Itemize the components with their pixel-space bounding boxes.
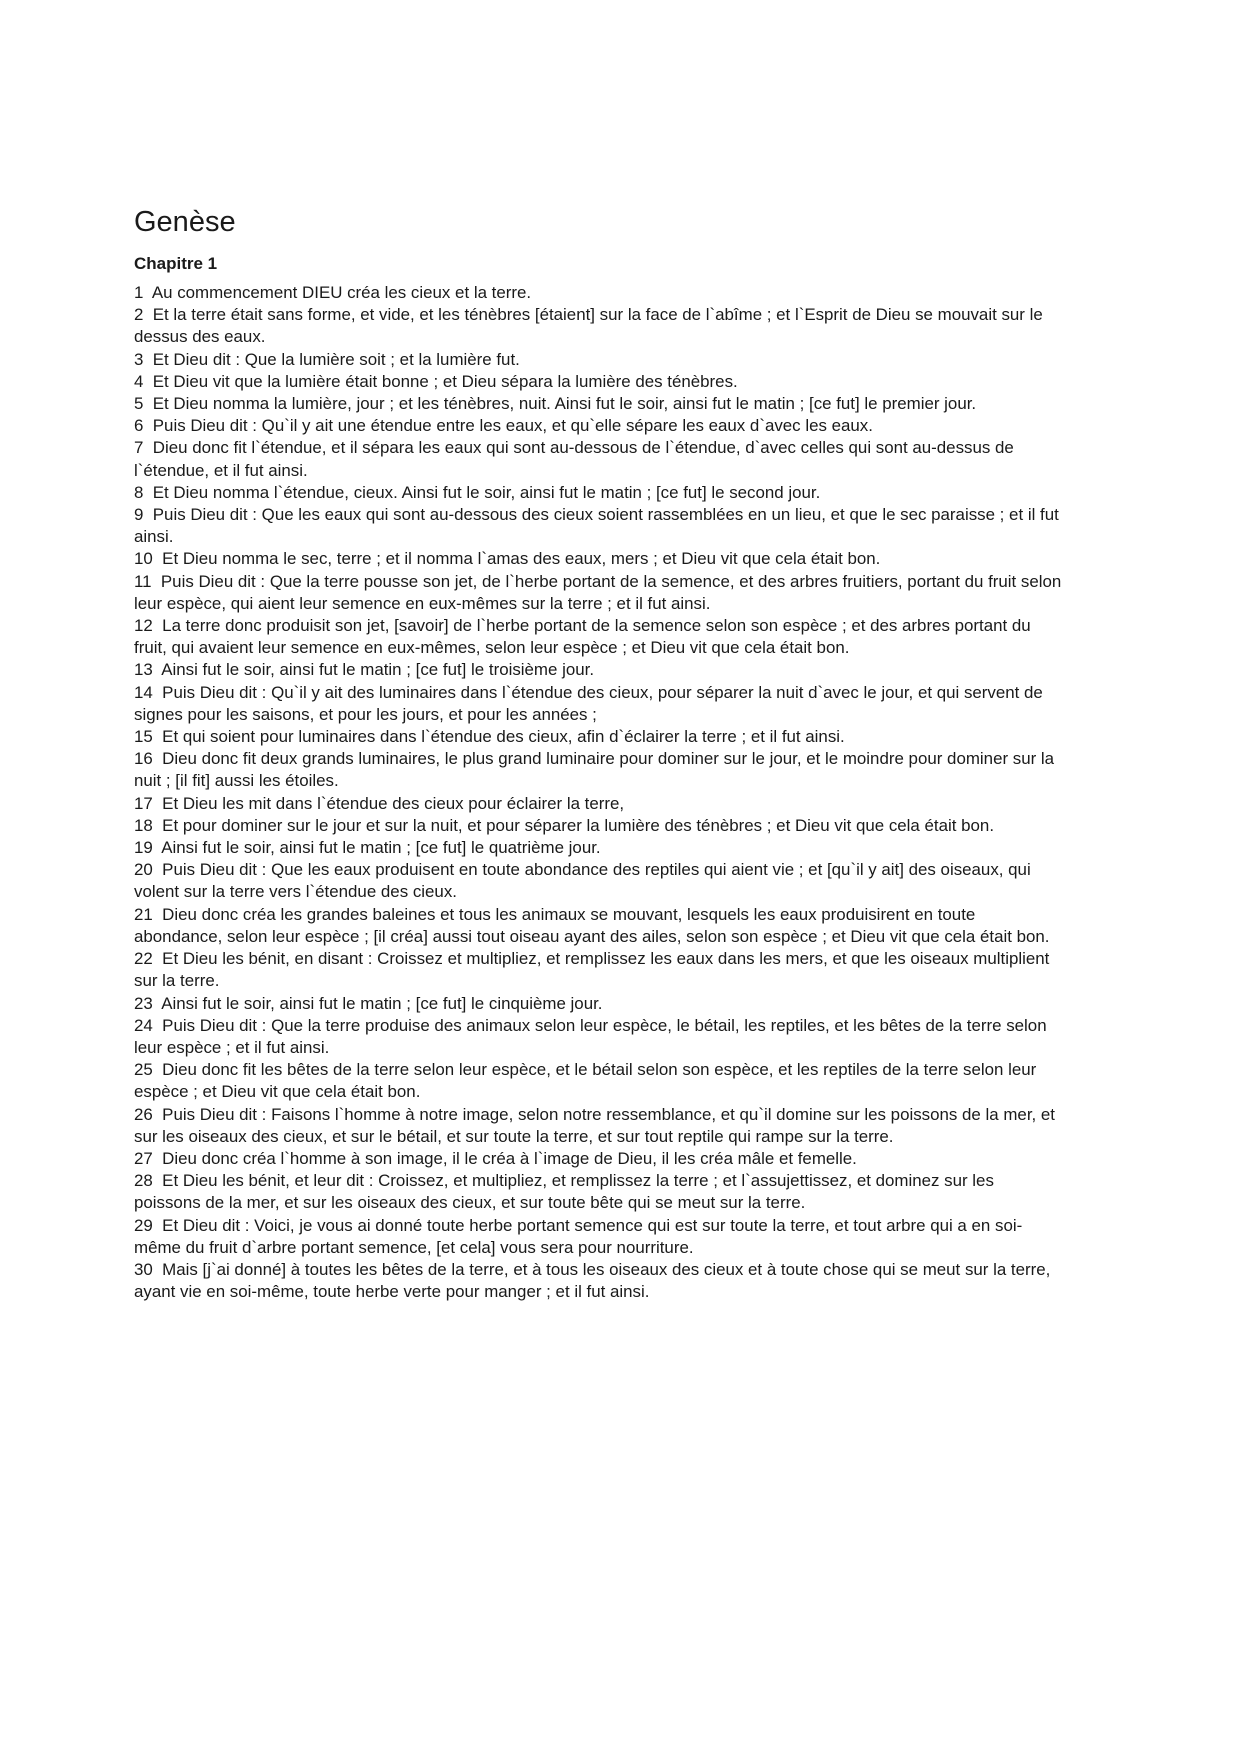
verse: 8 Et Dieu nomma l`étendue, cieux. Ainsi fut le soir, ainsi fut le matin ; [ce fut] le second jour. [134,482,821,502]
verse: 20 Puis Dieu dit : Que les eaux produisent en toute abondance des reptiles qui aient vie ; et [qu`il y ait] des oiseaux, qui volent sur la terre vers l`étendue des cieux. [134,860,1036,902]
verse: 3 Et Dieu dit : Que la lumière soit ; et la lumière fut. [134,349,520,369]
verse: 1 Au commencement DIEU créa les cieux et la terre. [134,283,532,302]
verse: 19 Ainsi fut le soir, ainsi fut le matin ; [ce fut] le quatrième jour. [134,838,601,858]
verse: 2 Et la terre était sans forme, et vide, et les ténèbres [étaient] sur la face de l`abîme ; et l`Esprit de Dieu se mouvait sur le dessus des eaux. [134,305,1048,347]
verse: 14 Puis Dieu dit : Qu`il y ait des luminaires dans l`étendue des cieux, pour séparer la nuit d`avec le jour, et qui servent de signes pour les saisons, et pour les jours, et pour les années ; [134,682,1048,724]
verse: 22 Et Dieu les bénit, en disant : Croissez et multipliez, et remplissez les eaux dans les mers, et que les oiseaux multiplient sur la terre. [134,949,1055,991]
verse: 23 Ainsi fut le soir, ainsi fut le matin ; [ce fut] le cinquième jour. [134,993,603,1013]
verse: 9 Puis Dieu dit : Que les eaux qui sont au-dessous des cieux soient rassemblées en un lieu, et que le sec paraisse ; et il fut ainsi. [134,505,1064,547]
verse: 10 Et Dieu nomma le sec, terre ; et il nomma l`amas des eaux, mers ; et Dieu vit que cela était bon. [134,549,881,569]
verse: 28 Et Dieu les bénit, et leur dit : Croissez, et multipliez, et remplissez la terre ; et l`assujettissez, et dominez sur les poissons de la mer, et sur les oiseaux des cieux, et sur toute bête qui se meut sur la terre. [134,1171,999,1213]
book-title: Genèse [134,206,236,238]
verse: 6 Puis Dieu dit : Qu`il y ait une étendue entre les eaux, et qu`elle sépare les eaux d`avec les eaux. [134,416,873,436]
verse: 11 Puis Dieu dit : Que la terre pousse son jet, de l`herbe portant de la semence, et des arbres fruitiers, portant du fruit selon leur espèce, qui aient leur semence en eux-mêmes sur la terre ; et il fut ainsi. [134,571,1066,613]
document-page [134,204,1064,1303]
chapter-title: Chapitre 1 [134,254,218,273]
verse: 25 Dieu donc fit les bêtes de la terre selon leur espèce, et le bétail selon son espèce, et les reptiles de la terre selon leur espèce ; et Dieu vit que cela était bon. [134,1060,1041,1102]
verse: 12 La terre donc produisit son jet, [savoir] de l`herbe portant de la semence selon son espèce ; et des arbres portant du fruit, qui avaient leur semence en eux-mêmes, selon leur espèce ; et Dieu vit que cela était bon. [134,616,1036,658]
verse: 7 Dieu donc fit l`étendue, et il sépara les eaux qui sont au-dessous de l`étendue, d`avec celles qui sont au-dessus de l`étendue, et il fut ainsi. [134,438,1019,480]
verse: 24 Puis Dieu dit : Que la terre produise des animaux selon leur espèce, le bétail, les reptiles, et les bêtes de la terre selon leur espèce ; et il fut ainsi. [134,1015,1052,1057]
verse: 15 Et qui soient pour luminaires dans l`étendue des cieux, afin d`éclairer la terre ; et il fut ainsi. [134,727,845,747]
verse: 27 Dieu donc créa l`homme à son image, il le créa à l`image de Dieu, il les créa mâle et femelle. [134,1148,857,1168]
verse: 17 Et Dieu les mit dans l`étendue des cieux pour éclairer la terre, [134,793,625,813]
verse-list [134,282,1064,1303]
verse: 18 Et pour dominer sur le jour et sur la nuit, et pour séparer la lumière des ténèbres ; et Dieu vit que cela était bon. [134,815,995,835]
verse: 16 Dieu donc fit deux grands luminaires, le plus grand luminaire pour dominer sur le jour, et le moindre pour dominer sur la nuit ; [il fit] aussi les étoiles. [134,749,1059,791]
verse: 5 Et Dieu nomma la lumière, jour ; et les ténèbres, nuit. Ainsi fut le soir, ainsi fut le matin ; [ce fut] le premier jour. [134,394,977,414]
verse: 21 Dieu donc créa les grandes baleines et tous les animaux se mouvant, lesquels les eaux produisirent en toute abondance, selon leur espèce ; [il créa] aussi tout oiseau ayant des ailes, selon son espèce ; et Dieu vit que cela était bon. [134,904,1050,946]
verse: 29 Et Dieu dit : Voici, je vous ai donné toute herbe portant semence qui est sur toute la terre, et tout arbre qui a en soi-même du fruit d`arbre portant semence, [et cela] vous sera pour nourriture. [134,1215,1023,1257]
verse: 4 Et Dieu vit que la lumière était bonne ; et Dieu sépara la lumière des ténèbres. [134,371,738,391]
verse: 26 Puis Dieu dit : Faisons l`homme à notre image, selon notre ressemblance, et qu`il domine sur les poissons de la mer, et sur les oiseaux des cieux, et sur le bétail, et sur toute la terre, et sur tout reptile qui rampe sur la terre. [134,1104,1060,1146]
verse: 13 Ainsi fut le soir, ainsi fut le matin ; [ce fut] le troisième jour. [134,660,595,680]
verse: 30 Mais [j`ai donné] à toutes les bêtes de la terre, et à tous les oiseaux des cieux et à toute chose qui se meut sur la terre, ayant vie en soi-même, toute herbe verte pour manger ; et il fut ainsi. [134,1259,1056,1302]
